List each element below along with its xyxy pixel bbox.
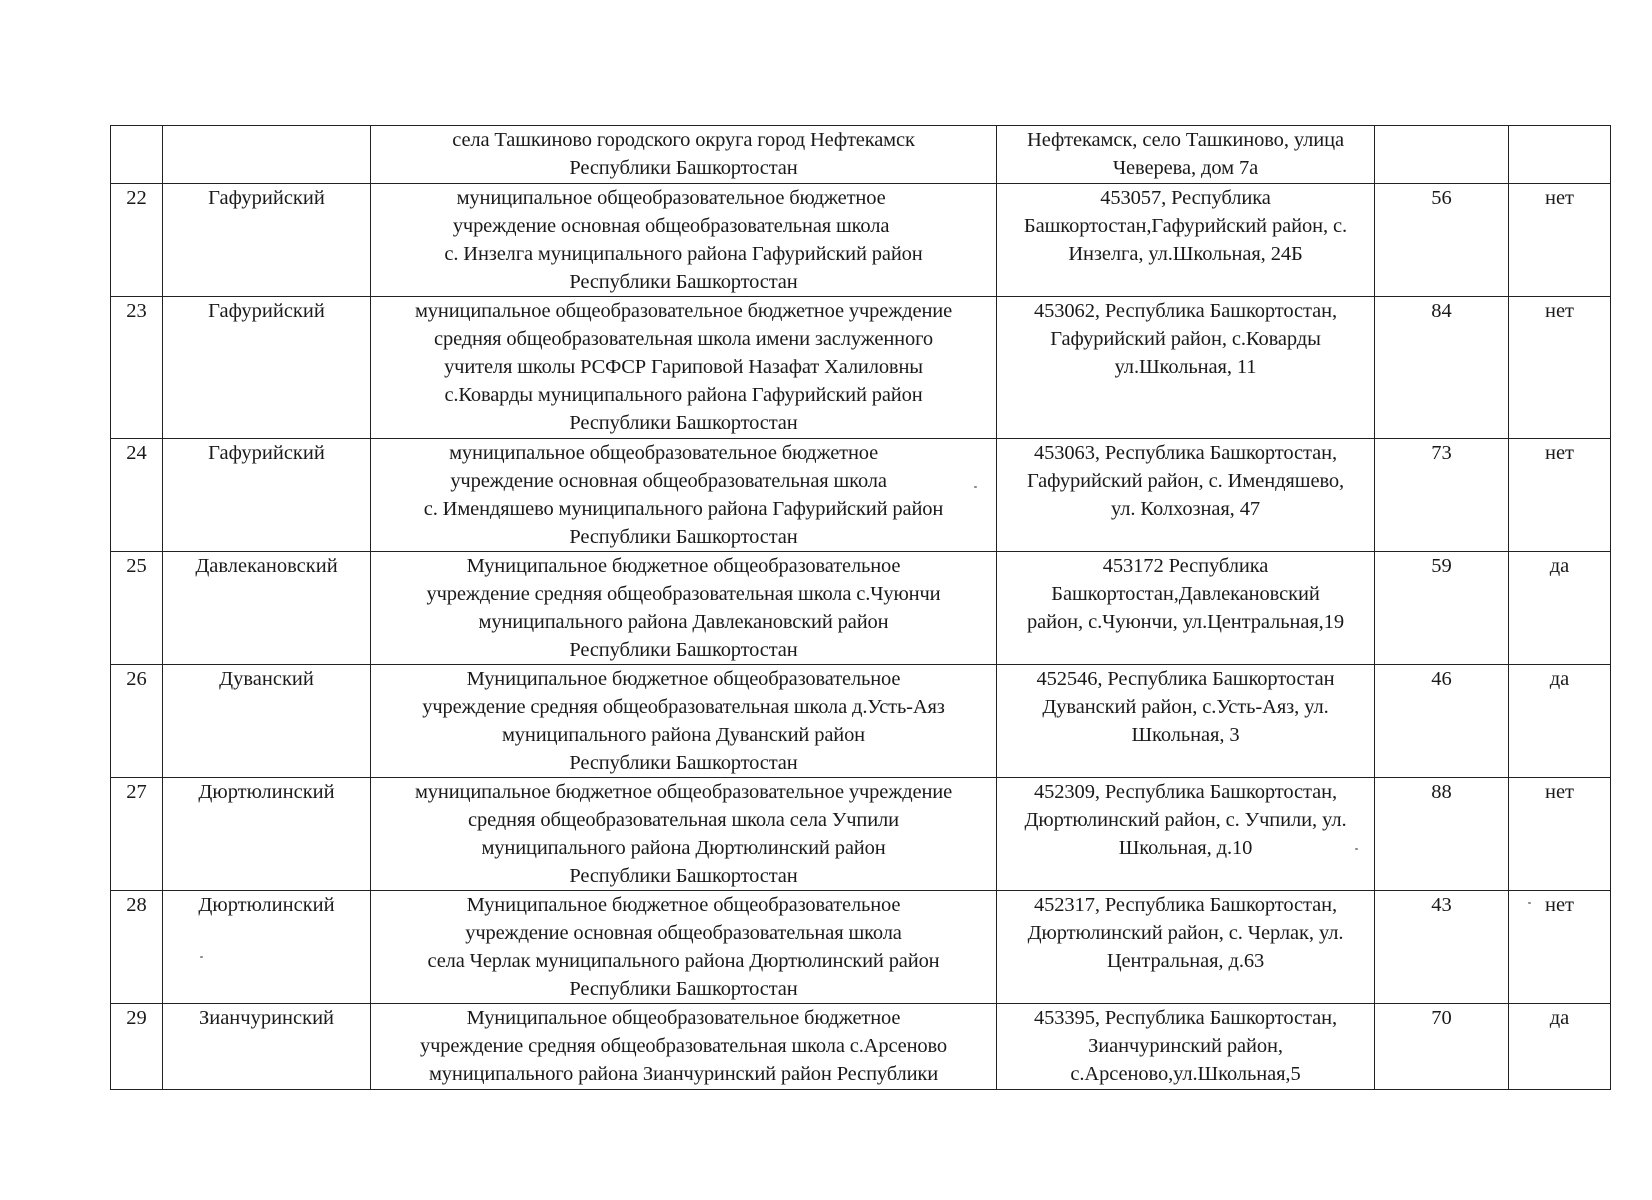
school-address: 453062, Республика Башкортостан, Гафурийский район, с.Коварды ул.Школьная, 11: [997, 297, 1375, 439]
yes-no-flag: да: [1509, 552, 1611, 665]
scan-speck: [1528, 902, 1531, 904]
table-row: [111, 665, 1611, 778]
student-count: 73: [1375, 439, 1509, 552]
school-name: муниципальное общеобразовательное бюджетное учреждение средняя общеобразовательная школа имени заслуженного учителя школы РСФСР Гариповой Назафат Халиловны с.Коварды муниципального района Гафурийский район Республики Башкортостан: [371, 297, 997, 439]
district-name: [163, 126, 371, 184]
school-name: Муниципальное бюджетное общеобразовательное учреждение основная общеобразовательная школа села Черлак муниципального района Дюртюлинский район Республики Башкортостан: [371, 891, 997, 1004]
table-row: [111, 184, 1611, 297]
table-row: [111, 1004, 1611, 1090]
district-name: Дюртюлинский: [163, 778, 371, 891]
school-address: Нефтекамск, село Ташкиново, улица Чеверева, дом 7а: [997, 126, 1375, 184]
table-row: [111, 439, 1611, 552]
school-address: 453172 Республика Башкортостан,Давлекановский район, с.Чуюнчи, ул.Центральная,19: [997, 552, 1375, 665]
school-name: муниципальное общеобразовательное бюджетное учреждение основная общеобразовательная школа с. Имендяшево муниципального района Гафурийский район Республики Башкортостан: [371, 439, 997, 552]
yes-no-flag: [1509, 126, 1611, 184]
yes-no-flag: нет: [1509, 297, 1611, 439]
row-number: 26: [111, 665, 163, 778]
school-address: 452309, Республика Башкортостан, Дюртюлинский район, с. Учпили, ул. Школьная, д.10: [997, 778, 1375, 891]
yes-no-flag: нет: [1509, 778, 1611, 891]
school-name: Муниципальное бюджетное общеобразовательное учреждение средняя общеобразовательная школа с.Чуюнчи муниципального района Давлекановский район Республики Башкортостан: [371, 552, 997, 665]
school-address: 453063, Республика Башкортостан, Гафурийский район, с. Имендяшево, ул. Колхозная, 47: [997, 439, 1375, 552]
student-count: 88: [1375, 778, 1509, 891]
yes-no-flag: нет: [1509, 891, 1611, 1004]
table-row: [111, 297, 1611, 439]
district-name: Гафурийский: [163, 297, 371, 439]
table-row: [111, 778, 1611, 891]
district-name: Давлекановский: [163, 552, 371, 665]
school-name: Муниципальное общеобразовательное бюджетное учреждение средняя общеобразовательная школа с.Арсеново муниципального района Зианчуринский район Республики: [371, 1004, 997, 1090]
district-name: Дюртюлинский: [163, 891, 371, 1004]
school-address: 453057, Республика Башкортостан,Гафурийский район, с. Инзелга, ул.Школьная, 24Б: [997, 184, 1375, 297]
school-address: 452546, Республика Башкортостан Дуванский район, с.Усть-Аяз, ул. Школьная, 3: [997, 665, 1375, 778]
school-name: села Ташкиново городского округа город Нефтекамск Республики Башкортостан: [371, 126, 997, 184]
table-row: [111, 126, 1611, 184]
district-name: Гафурийский: [163, 439, 371, 552]
school-address: 452317, Республика Башкортостан, Дюртюлинский район, с. Черлак, ул. Центральная, д.63: [997, 891, 1375, 1004]
district-name: Зианчуринский: [163, 1004, 371, 1090]
row-number: 24: [111, 439, 163, 552]
yes-no-flag: да: [1509, 665, 1611, 778]
student-count: 46: [1375, 665, 1509, 778]
row-number: [111, 126, 163, 184]
row-number: 29: [111, 1004, 163, 1090]
student-count: 56: [1375, 184, 1509, 297]
yes-no-flag: да: [1509, 1004, 1611, 1090]
school-name: муниципальное общеобразовательное бюджетное учреждение основная общеобразовательная школа с. Инзелга муниципального района Гафурийский район Республики Башкортостан: [371, 184, 997, 297]
yes-no-flag: нет: [1509, 439, 1611, 552]
row-number: 22: [111, 184, 163, 297]
table-row: [111, 891, 1611, 1004]
student-count: 84: [1375, 297, 1509, 439]
scan-speck: [1355, 848, 1358, 850]
row-number: 23: [111, 297, 163, 439]
student-count: 70: [1375, 1004, 1509, 1090]
school-name: Муниципальное бюджетное общеобразовательное учреждение средняя общеобразовательная школа д.Усть-Аяз муниципального района Дуванский район Республики Башкортостан: [371, 665, 997, 778]
district-name: Гафурийский: [163, 184, 371, 297]
student-count: 59: [1375, 552, 1509, 665]
row-number: 28: [111, 891, 163, 1004]
scan-speck: [974, 486, 977, 488]
district-name: Дуванский: [163, 665, 371, 778]
row-number: 27: [111, 778, 163, 891]
row-number: 25: [111, 552, 163, 665]
school-address: 453395, Республика Башкортостан, Зианчуринский район, с.Арсеново,ул.Школьная,5: [997, 1004, 1375, 1090]
scan-speck: [200, 956, 203, 958]
student-count: 43: [1375, 891, 1509, 1004]
student-count: [1375, 126, 1509, 184]
table-row: [111, 552, 1611, 665]
yes-no-flag: нет: [1509, 184, 1611, 297]
school-name: муниципальное бюджетное общеобразовательное учреждение средняя общеобразовательная школа села Учпили муниципального района Дюртюлинский район Республики Башкортостан: [371, 778, 997, 891]
schools-table: [110, 125, 1611, 1090]
